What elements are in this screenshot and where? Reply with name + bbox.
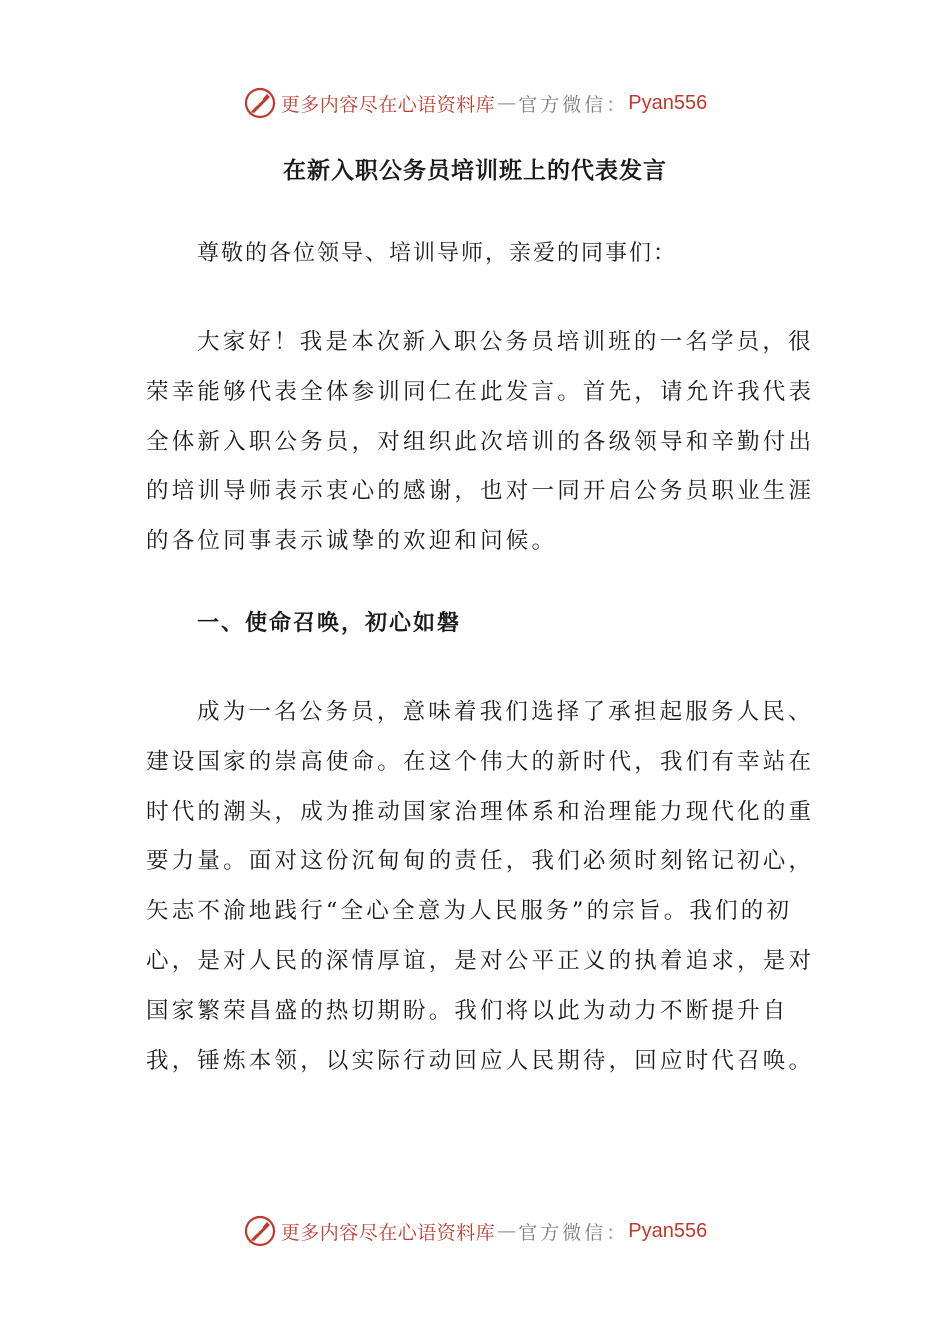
footer-banner [0,1211,950,1251]
banner-text: 更多内容尽在心语资料库 [280,1221,496,1244]
header-banner [0,83,950,123]
quill-pen-logo-icon [243,1214,277,1248]
salutation: 尊敬的各位领导、培训导师，亲爱的同事们： [197,241,678,266]
banner-separator: — [497,92,517,114]
banner-wechat-id: Pyan556 [628,91,708,114]
document-title: 在新入职公务员培训班上的代表发言 [283,157,667,184]
section-heading: 一、使命召唤，初心如磐 [197,610,462,636]
banner-wechat-id: Pyan556 [628,1219,708,1242]
banner-label: 官方微信： [518,1221,629,1244]
paragraph-mission: 成为一名公务员，意味着我们选择了承担起服务人民、建设国家的崇高使命。在这个伟大的新时代，我们有幸站在时代的潮头，成为推动国家治理体系和治理能力现代化的重要力量。面对这份沉甸甸的责任，我们必须时刻铭记初心，矢志不渝地践行“全心全意为人民服务”的宗旨。我们的初心，是对人民的深情厚谊，是对公平正义的执着追求，是对国家繁荣昌盛的热切期盼。我们将以此为动力不断提升自我，锤炼本领，以实际行动回应人民期待，回应时代召唤。 [146,699,815,1074]
banner-label: 官方微信： [518,93,629,116]
banner-text: 更多内容尽在心语资料库 [280,93,496,116]
paragraph-intro: 大家好！我是本次新入职公务员培训班的一名学员，很荣幸能够代表全体参训同仁在此发言。首先，请允许我代表全体新入职公务员，对组织此次培训的各级领导和辛勤付出的培训导师表示衷心的感谢，也对一同开启公务员职业生涯的各位同事表示诚挚的欢迎和问候。 [146,329,815,555]
banner-separator: — [497,1220,517,1242]
quill-pen-logo-icon [243,86,277,120]
